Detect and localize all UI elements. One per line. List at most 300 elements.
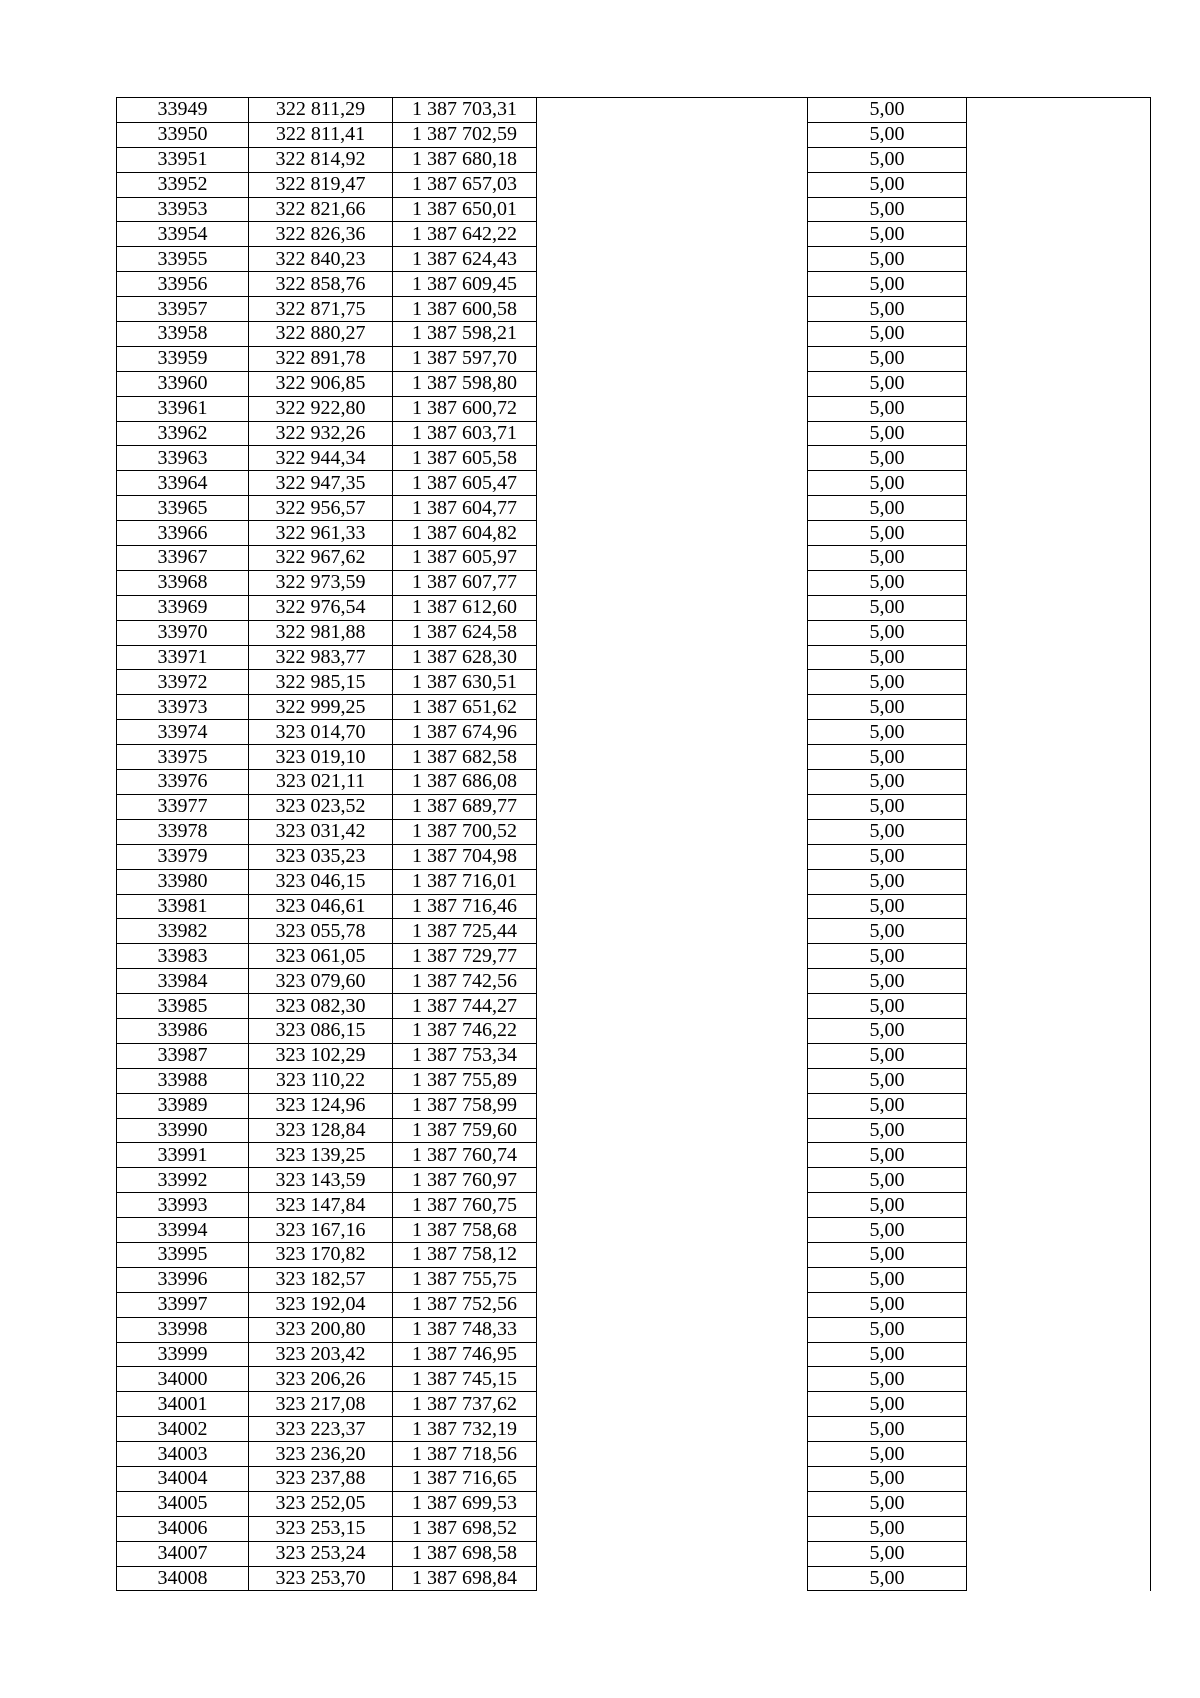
table-row — [117, 471, 1151, 496]
cell-point-number: 33971 — [117, 645, 249, 670]
cell-x-coordinate: 322 858,76 — [249, 272, 393, 297]
cell-point-number: 33968 — [117, 570, 249, 595]
cell-empty-column — [537, 1367, 808, 1392]
cell-empty-column — [537, 944, 808, 969]
cell-point-number: 34005 — [117, 1491, 249, 1516]
cell-value: 5,00 — [808, 1317, 967, 1342]
cell-x-coordinate: 322 880,27 — [249, 322, 393, 347]
cell-value: 5,00 — [808, 1267, 967, 1292]
cell-point-number: 33995 — [117, 1242, 249, 1267]
cell-empty-column — [537, 869, 808, 894]
table-row — [117, 346, 1151, 371]
cell-x-coordinate: 322 871,75 — [249, 297, 393, 322]
cell-point-number: 33954 — [117, 222, 249, 247]
table-row — [117, 1566, 1151, 1591]
cell-x-coordinate: 322 906,85 — [249, 371, 393, 396]
cell-x-coordinate: 323 128,84 — [249, 1118, 393, 1143]
cell-empty-column-2 — [967, 1342, 1151, 1367]
cell-value: 5,00 — [808, 570, 967, 595]
cell-x-coordinate: 322 840,23 — [249, 247, 393, 272]
cell-empty-column-2 — [967, 944, 1151, 969]
cell-value: 5,00 — [808, 969, 967, 994]
cell-value: 5,00 — [808, 645, 967, 670]
cell-empty-column-2 — [967, 1491, 1151, 1516]
cell-x-coordinate: 323 021,11 — [249, 770, 393, 795]
table-row — [117, 794, 1151, 819]
cell-empty-column — [537, 521, 808, 546]
cell-value: 5,00 — [808, 894, 967, 919]
cell-point-number: 33972 — [117, 670, 249, 695]
cell-y-coordinate: 1 387 630,51 — [393, 670, 537, 695]
cell-y-coordinate: 1 387 703,31 — [393, 98, 537, 123]
cell-x-coordinate: 323 035,23 — [249, 844, 393, 869]
table-row — [117, 1018, 1151, 1043]
table-row — [117, 546, 1151, 571]
table-row — [117, 869, 1151, 894]
table-row — [117, 322, 1151, 347]
cell-x-coordinate: 323 253,70 — [249, 1566, 393, 1591]
table-row — [117, 1342, 1151, 1367]
cell-point-number: 33956 — [117, 272, 249, 297]
cell-x-coordinate: 322 821,66 — [249, 197, 393, 222]
cell-value: 5,00 — [808, 1516, 967, 1541]
cell-empty-column — [537, 745, 808, 770]
table-row — [117, 147, 1151, 172]
table-row — [117, 297, 1151, 322]
cell-x-coordinate: 322 981,88 — [249, 620, 393, 645]
cell-empty-column-2 — [967, 894, 1151, 919]
cell-value: 5,00 — [808, 322, 967, 347]
cell-point-number: 33976 — [117, 770, 249, 795]
cell-value: 5,00 — [808, 1143, 967, 1168]
cell-x-coordinate: 322 811,41 — [249, 122, 393, 147]
cell-empty-column-2 — [967, 1267, 1151, 1292]
cell-y-coordinate: 1 387 744,27 — [393, 994, 537, 1019]
cell-empty-column-2 — [967, 471, 1151, 496]
cell-value: 5,00 — [808, 1193, 967, 1218]
cell-point-number: 33988 — [117, 1068, 249, 1093]
cell-value: 5,00 — [808, 794, 967, 819]
table-row — [117, 695, 1151, 720]
cell-empty-column — [537, 471, 808, 496]
table-row — [117, 272, 1151, 297]
cell-x-coordinate: 323 253,15 — [249, 1516, 393, 1541]
table-row — [117, 496, 1151, 521]
coordinates-table — [116, 97, 1151, 1591]
cell-x-coordinate: 323 143,59 — [249, 1168, 393, 1193]
cell-x-coordinate: 322 956,57 — [249, 496, 393, 521]
coordinates-table-body — [117, 98, 1151, 1591]
cell-empty-column — [537, 496, 808, 521]
cell-point-number: 33994 — [117, 1218, 249, 1243]
cell-point-number: 33973 — [117, 695, 249, 720]
cell-point-number: 33981 — [117, 894, 249, 919]
table-row — [117, 1068, 1151, 1093]
cell-point-number: 34007 — [117, 1541, 249, 1566]
cell-x-coordinate: 323 236,20 — [249, 1442, 393, 1467]
cell-y-coordinate: 1 387 628,30 — [393, 645, 537, 670]
cell-value: 5,00 — [808, 197, 967, 222]
cell-empty-column — [537, 919, 808, 944]
table-row — [117, 1193, 1151, 1218]
cell-point-number: 33989 — [117, 1093, 249, 1118]
cell-y-coordinate: 1 387 651,62 — [393, 695, 537, 720]
cell-empty-column-2 — [967, 122, 1151, 147]
cell-x-coordinate: 322 999,25 — [249, 695, 393, 720]
cell-empty-column — [537, 322, 808, 347]
cell-empty-column — [537, 1417, 808, 1442]
cell-x-coordinate: 323 252,05 — [249, 1491, 393, 1516]
cell-y-coordinate: 1 387 698,52 — [393, 1516, 537, 1541]
cell-value: 5,00 — [808, 346, 967, 371]
cell-value: 5,00 — [808, 745, 967, 770]
cell-x-coordinate: 322 985,15 — [249, 670, 393, 695]
cell-empty-column-2 — [967, 1541, 1151, 1566]
cell-y-coordinate: 1 387 657,03 — [393, 172, 537, 197]
table-row — [117, 1043, 1151, 1068]
cell-point-number: 34008 — [117, 1566, 249, 1591]
cell-y-coordinate: 1 387 612,60 — [393, 595, 537, 620]
cell-empty-column — [537, 844, 808, 869]
cell-point-number: 33999 — [117, 1342, 249, 1367]
cell-x-coordinate: 323 147,84 — [249, 1193, 393, 1218]
cell-y-coordinate: 1 387 718,56 — [393, 1442, 537, 1467]
cell-x-coordinate: 323 031,42 — [249, 819, 393, 844]
cell-x-coordinate: 322 967,62 — [249, 546, 393, 571]
cell-point-number: 33974 — [117, 720, 249, 745]
cell-x-coordinate: 322 932,26 — [249, 421, 393, 446]
cell-empty-column — [537, 446, 808, 471]
cell-empty-column — [537, 1143, 808, 1168]
table-row — [117, 770, 1151, 795]
cell-value: 5,00 — [808, 371, 967, 396]
cell-point-number: 33998 — [117, 1317, 249, 1342]
cell-value: 5,00 — [808, 944, 967, 969]
cell-x-coordinate: 323 102,29 — [249, 1043, 393, 1068]
cell-empty-column-2 — [967, 1317, 1151, 1342]
cell-x-coordinate: 323 046,15 — [249, 869, 393, 894]
cell-empty-column — [537, 794, 808, 819]
cell-x-coordinate: 322 983,77 — [249, 645, 393, 670]
cell-point-number: 33992 — [117, 1168, 249, 1193]
cell-x-coordinate: 323 082,30 — [249, 994, 393, 1019]
cell-x-coordinate: 322 947,35 — [249, 471, 393, 496]
cell-point-number: 33960 — [117, 371, 249, 396]
cell-point-number: 33961 — [117, 396, 249, 421]
cell-empty-column-2 — [967, 546, 1151, 571]
cell-point-number: 33985 — [117, 994, 249, 1019]
cell-value: 5,00 — [808, 1442, 967, 1467]
table-row — [117, 819, 1151, 844]
cell-empty-column — [537, 1218, 808, 1243]
cell-empty-column — [537, 98, 808, 123]
cell-value: 5,00 — [808, 421, 967, 446]
table-row — [117, 994, 1151, 1019]
cell-x-coordinate: 323 110,22 — [249, 1068, 393, 1093]
cell-empty-column — [537, 147, 808, 172]
cell-y-coordinate: 1 387 752,56 — [393, 1292, 537, 1317]
cell-value: 5,00 — [808, 122, 967, 147]
cell-value: 5,00 — [808, 1218, 967, 1243]
cell-empty-column-2 — [967, 1118, 1151, 1143]
cell-point-number: 33975 — [117, 745, 249, 770]
cell-y-coordinate: 1 387 755,89 — [393, 1068, 537, 1093]
cell-empty-column-2 — [967, 645, 1151, 670]
cell-x-coordinate: 323 253,24 — [249, 1541, 393, 1566]
cell-empty-column-2 — [967, 1417, 1151, 1442]
cell-value: 5,00 — [808, 1392, 967, 1417]
table-row — [117, 720, 1151, 745]
cell-x-coordinate: 323 019,10 — [249, 745, 393, 770]
cell-value: 5,00 — [808, 272, 967, 297]
cell-y-coordinate: 1 387 704,98 — [393, 844, 537, 869]
cell-y-coordinate: 1 387 605,58 — [393, 446, 537, 471]
table-row — [117, 1317, 1151, 1342]
cell-value: 5,00 — [808, 919, 967, 944]
cell-empty-column-2 — [967, 969, 1151, 994]
cell-x-coordinate: 323 206,26 — [249, 1367, 393, 1392]
cell-empty-column-2 — [967, 297, 1151, 322]
cell-y-coordinate: 1 387 689,77 — [393, 794, 537, 819]
cell-x-coordinate: 322 811,29 — [249, 98, 393, 123]
table-row — [117, 197, 1151, 222]
table-row — [117, 844, 1151, 869]
cell-empty-column — [537, 994, 808, 1019]
cell-empty-column — [537, 1442, 808, 1467]
cell-value: 5,00 — [808, 670, 967, 695]
cell-empty-column — [537, 1541, 808, 1566]
cell-y-coordinate: 1 387 755,75 — [393, 1267, 537, 1292]
table-row — [117, 247, 1151, 272]
cell-y-coordinate: 1 387 598,80 — [393, 371, 537, 396]
cell-point-number: 34001 — [117, 1392, 249, 1417]
cell-y-coordinate: 1 387 624,43 — [393, 247, 537, 272]
cell-point-number: 34004 — [117, 1466, 249, 1491]
cell-empty-column-2 — [967, 147, 1151, 172]
cell-value: 5,00 — [808, 247, 967, 272]
cell-point-number: 33953 — [117, 197, 249, 222]
cell-y-coordinate: 1 387 737,62 — [393, 1392, 537, 1417]
cell-empty-column-2 — [967, 1043, 1151, 1068]
table-row — [117, 570, 1151, 595]
table-row — [117, 371, 1151, 396]
cell-value: 5,00 — [808, 172, 967, 197]
table-row — [117, 122, 1151, 147]
cell-empty-column — [537, 770, 808, 795]
cell-empty-column-2 — [967, 446, 1151, 471]
cell-x-coordinate: 323 200,80 — [249, 1317, 393, 1342]
cell-y-coordinate: 1 387 598,21 — [393, 322, 537, 347]
cell-value: 5,00 — [808, 695, 967, 720]
cell-empty-column — [537, 272, 808, 297]
cell-empty-column — [537, 595, 808, 620]
cell-y-coordinate: 1 387 732,19 — [393, 1417, 537, 1442]
cell-y-coordinate: 1 387 758,68 — [393, 1218, 537, 1243]
cell-value: 5,00 — [808, 546, 967, 571]
cell-y-coordinate: 1 387 682,58 — [393, 745, 537, 770]
cell-point-number: 34000 — [117, 1367, 249, 1392]
table-row — [117, 1242, 1151, 1267]
cell-y-coordinate: 1 387 759,60 — [393, 1118, 537, 1143]
table-row — [117, 944, 1151, 969]
cell-value: 5,00 — [808, 1242, 967, 1267]
table-row — [117, 745, 1151, 770]
cell-empty-column-2 — [967, 98, 1151, 123]
cell-empty-column-2 — [967, 1466, 1151, 1491]
cell-empty-column — [537, 1242, 808, 1267]
cell-point-number: 33958 — [117, 322, 249, 347]
cell-y-coordinate: 1 387 674,96 — [393, 720, 537, 745]
cell-value: 5,00 — [808, 1118, 967, 1143]
cell-empty-column — [537, 1392, 808, 1417]
cell-empty-column-2 — [967, 1367, 1151, 1392]
table-row — [117, 969, 1151, 994]
cell-y-coordinate: 1 387 698,84 — [393, 1566, 537, 1591]
cell-y-coordinate: 1 387 742,56 — [393, 969, 537, 994]
cell-empty-column-2 — [967, 1392, 1151, 1417]
cell-value: 5,00 — [808, 720, 967, 745]
cell-point-number: 33987 — [117, 1043, 249, 1068]
cell-empty-column-2 — [967, 670, 1151, 695]
table-row — [117, 1491, 1151, 1516]
cell-y-coordinate: 1 387 686,08 — [393, 770, 537, 795]
cell-empty-column-2 — [967, 919, 1151, 944]
cell-y-coordinate: 1 387 605,47 — [393, 471, 537, 496]
cell-x-coordinate: 322 973,59 — [249, 570, 393, 595]
cell-point-number: 33979 — [117, 844, 249, 869]
cell-empty-column — [537, 297, 808, 322]
cell-point-number: 33966 — [117, 521, 249, 546]
table-row — [117, 919, 1151, 944]
cell-point-number: 33955 — [117, 247, 249, 272]
cell-y-coordinate: 1 387 650,01 — [393, 197, 537, 222]
table-row — [117, 172, 1151, 197]
cell-empty-column-2 — [967, 570, 1151, 595]
cell-x-coordinate: 323 061,05 — [249, 944, 393, 969]
cell-y-coordinate: 1 387 716,65 — [393, 1466, 537, 1491]
cell-empty-column — [537, 1168, 808, 1193]
cell-point-number: 33993 — [117, 1193, 249, 1218]
cell-value: 5,00 — [808, 222, 967, 247]
cell-value: 5,00 — [808, 994, 967, 1019]
cell-value: 5,00 — [808, 496, 967, 521]
cell-value: 5,00 — [808, 471, 967, 496]
cell-value: 5,00 — [808, 98, 967, 123]
cell-y-coordinate: 1 387 748,33 — [393, 1317, 537, 1342]
cell-value: 5,00 — [808, 620, 967, 645]
table-row — [117, 98, 1151, 123]
cell-empty-column-2 — [967, 222, 1151, 247]
table-row — [117, 894, 1151, 919]
cell-empty-column — [537, 396, 808, 421]
cell-y-coordinate: 1 387 609,45 — [393, 272, 537, 297]
cell-y-coordinate: 1 387 680,18 — [393, 147, 537, 172]
cell-empty-column-2 — [967, 521, 1151, 546]
cell-empty-column — [537, 894, 808, 919]
cell-y-coordinate: 1 387 745,15 — [393, 1367, 537, 1392]
cell-empty-column — [537, 1292, 808, 1317]
cell-empty-column — [537, 969, 808, 994]
cell-y-coordinate: 1 387 700,52 — [393, 819, 537, 844]
table-row — [117, 595, 1151, 620]
cell-empty-column — [537, 1267, 808, 1292]
cell-value: 5,00 — [808, 1068, 967, 1093]
cell-value: 5,00 — [808, 446, 967, 471]
cell-value: 5,00 — [808, 396, 967, 421]
cell-empty-column-2 — [967, 1442, 1151, 1467]
cell-x-coordinate: 323 223,37 — [249, 1417, 393, 1442]
cell-value: 5,00 — [808, 595, 967, 620]
cell-empty-column-2 — [967, 1168, 1151, 1193]
cell-point-number: 33996 — [117, 1267, 249, 1292]
cell-empty-column-2 — [967, 794, 1151, 819]
cell-point-number: 33962 — [117, 421, 249, 446]
cell-x-coordinate: 322 922,80 — [249, 396, 393, 421]
cell-y-coordinate: 1 387 702,59 — [393, 122, 537, 147]
cell-empty-column — [537, 670, 808, 695]
table-row — [117, 1093, 1151, 1118]
cell-empty-column — [537, 122, 808, 147]
cell-empty-column-2 — [967, 247, 1151, 272]
cell-point-number: 33949 — [117, 98, 249, 123]
cell-point-number: 33970 — [117, 620, 249, 645]
cell-x-coordinate: 323 079,60 — [249, 969, 393, 994]
cell-point-number: 33964 — [117, 471, 249, 496]
cell-empty-column-2 — [967, 1193, 1151, 1218]
cell-empty-column-2 — [967, 1093, 1151, 1118]
cell-x-coordinate: 322 961,33 — [249, 521, 393, 546]
cell-empty-column-2 — [967, 1292, 1151, 1317]
cell-empty-column-2 — [967, 1566, 1151, 1591]
cell-point-number: 33965 — [117, 496, 249, 521]
cell-empty-column-2 — [967, 346, 1151, 371]
table-row — [117, 1267, 1151, 1292]
cell-y-coordinate: 1 387 760,75 — [393, 1193, 537, 1218]
cell-empty-column — [537, 1491, 808, 1516]
cell-point-number: 33977 — [117, 794, 249, 819]
cell-empty-column-2 — [967, 695, 1151, 720]
cell-empty-column-2 — [967, 1242, 1151, 1267]
cell-y-coordinate: 1 387 698,58 — [393, 1541, 537, 1566]
cell-y-coordinate: 1 387 725,44 — [393, 919, 537, 944]
cell-x-coordinate: 323 203,42 — [249, 1342, 393, 1367]
cell-value: 5,00 — [808, 1566, 967, 1591]
cell-empty-column — [537, 1043, 808, 1068]
cell-value: 5,00 — [808, 1466, 967, 1491]
cell-empty-column — [537, 1018, 808, 1043]
cell-empty-column — [537, 371, 808, 396]
cell-x-coordinate: 323 182,57 — [249, 1267, 393, 1292]
cell-value: 5,00 — [808, 1043, 967, 1068]
cell-empty-column-2 — [967, 819, 1151, 844]
cell-value: 5,00 — [808, 1168, 967, 1193]
cell-point-number: 34003 — [117, 1442, 249, 1467]
cell-y-coordinate: 1 387 760,97 — [393, 1168, 537, 1193]
cell-point-number: 33984 — [117, 969, 249, 994]
cell-value: 5,00 — [808, 819, 967, 844]
cell-y-coordinate: 1 387 760,74 — [393, 1143, 537, 1168]
cell-empty-column — [537, 1093, 808, 1118]
cell-empty-column — [537, 172, 808, 197]
cell-empty-column-2 — [967, 1068, 1151, 1093]
cell-empty-column — [537, 1516, 808, 1541]
cell-empty-column-2 — [967, 770, 1151, 795]
cell-empty-column-2 — [967, 396, 1151, 421]
cell-y-coordinate: 1 387 605,97 — [393, 546, 537, 571]
cell-point-number: 34006 — [117, 1516, 249, 1541]
cell-empty-column-2 — [967, 197, 1151, 222]
cell-value: 5,00 — [808, 1018, 967, 1043]
